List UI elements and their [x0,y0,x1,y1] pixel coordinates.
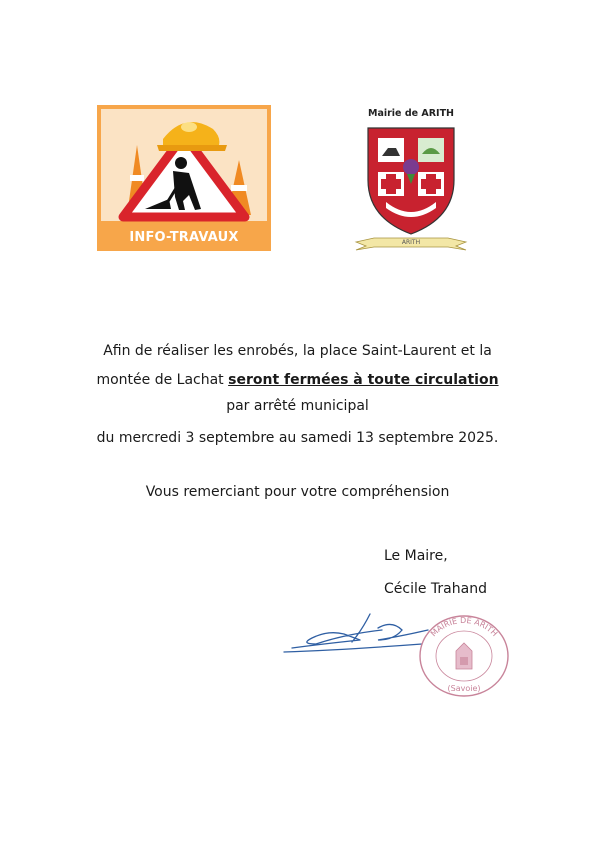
official-stamp [416,613,512,699]
mairie-crest [352,108,470,258]
badge-label: INFO-TRAVAUX [129,230,239,245]
handwritten-signature [282,600,432,660]
stamp-top-text: MAIRIE DE ARITH [428,615,500,639]
signatory-name: Cécile Trahand [384,581,487,597]
announcement-line-2 [0,366,595,395]
announcement-line-1: Afin de réaliser les enrobés, la place Saint-Laurent et la [103,343,492,359]
thanks-line [0,478,595,507]
thanks-text: Vous remerciant pour votre compréhension [145,484,450,500]
decree-line [0,392,595,421]
coat-of-arms-icon [352,122,470,242]
stamp-bottom-text: (Savoie) [447,684,481,693]
crest-motto: ARITH [401,239,421,246]
decree-text: par arrêté municipal [226,398,369,414]
crest-title: Mairie de ARITH [368,108,454,119]
announcement [0,337,595,395]
signatory [384,540,487,606]
dates-text: du mercredi 3 septembre au samedi 13 septembre 2025. [96,430,499,446]
announcement-line-2-text: montée de Lachat [96,372,229,388]
closure-emphasis: seront fermées à toute circulation [228,372,499,388]
dates-line [0,424,595,453]
signatory-role: Le Maire, [384,548,448,564]
info-travaux-badge [97,105,271,251]
